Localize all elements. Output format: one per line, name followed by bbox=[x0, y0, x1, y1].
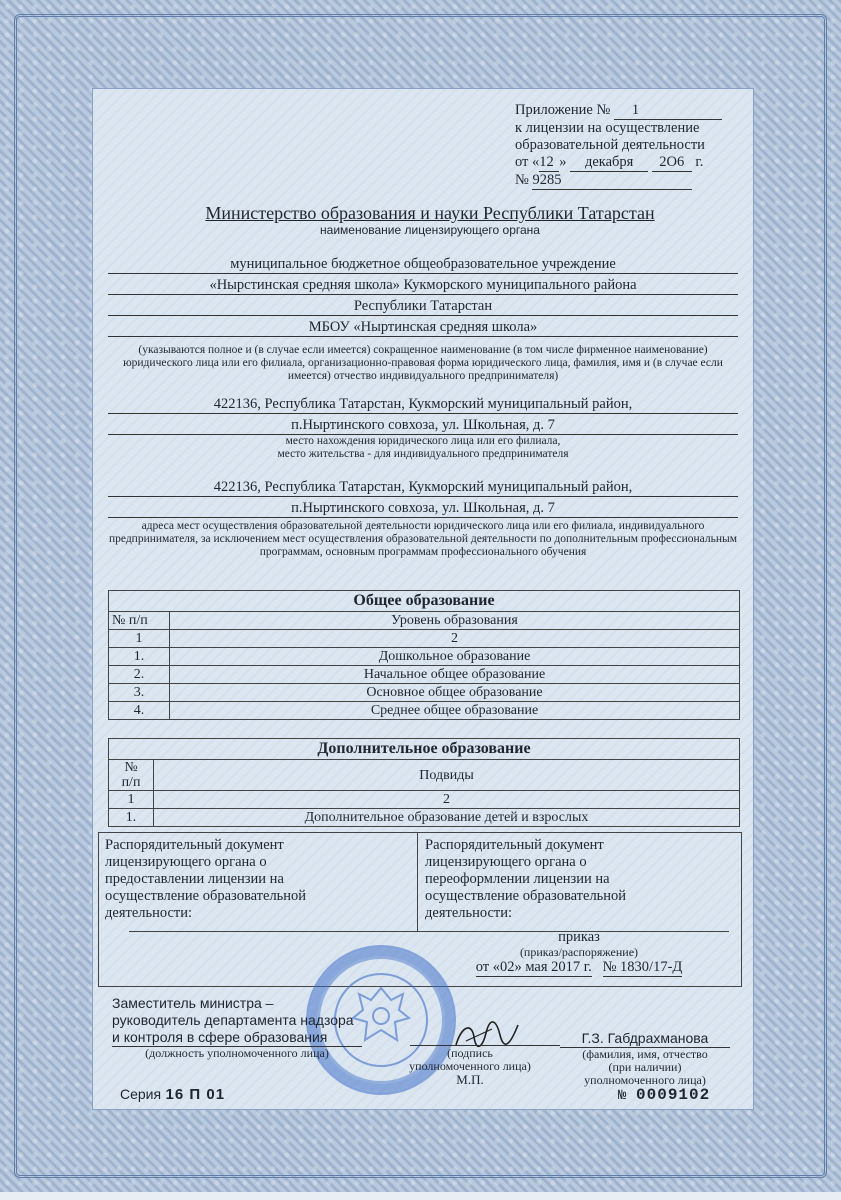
general-education-title: Общее образование bbox=[109, 591, 740, 612]
table-row bbox=[109, 809, 740, 827]
table-index-row bbox=[109, 630, 740, 648]
order-type: приказ bbox=[558, 929, 600, 945]
form-number-value: 0009102 bbox=[636, 1086, 711, 1104]
reissue-line-4: осуществление образовательной bbox=[425, 888, 627, 904]
order-date: от «02» мая 2017 г. bbox=[475, 959, 592, 975]
form-number-label: № bbox=[618, 1088, 627, 1104]
row-num: 1. bbox=[109, 809, 154, 827]
grant-document bbox=[105, 837, 411, 922]
order-number: № 1830/17-Д bbox=[602, 959, 683, 975]
activity-address-line-2: п.Ныртинского совхоза, ул. Школьная, д. 7 bbox=[108, 500, 738, 518]
position-line-3: и контроля в сфере образования bbox=[112, 1029, 362, 1047]
reissue-line-2: лицензирующего органа о bbox=[425, 854, 587, 870]
authority-caption: наименование лицензирующего органа bbox=[320, 223, 540, 237]
grant-line-2: лицензирующего органа о bbox=[105, 854, 267, 870]
grant-line-4: осуществление образовательной bbox=[105, 888, 307, 904]
appendix-date-year: 2О6 bbox=[652, 154, 692, 172]
additional-col-num bbox=[109, 760, 154, 791]
official-name-block bbox=[560, 1030, 730, 1087]
position-line-2: руководитель департамента надзора bbox=[112, 1012, 354, 1028]
row-level: Начальное общее образование bbox=[170, 666, 740, 684]
location-caption-2: место жительства - для индивидуального предпринимателя bbox=[277, 448, 569, 460]
reissue-line-5: деятельности: bbox=[425, 905, 513, 921]
table-row bbox=[109, 648, 740, 666]
activity-address-block bbox=[108, 479, 738, 559]
documents-divider bbox=[417, 833, 418, 931]
row-num: 4. bbox=[109, 702, 170, 720]
location-line-1: 422136, Республика Татарстан, Кукморский муниципальный район, bbox=[108, 396, 738, 414]
additional-index-sub: 2 bbox=[154, 791, 740, 809]
table-row bbox=[109, 684, 740, 702]
appendix-date-day: 12 bbox=[539, 154, 559, 172]
col-num-line-2: п/п bbox=[121, 775, 141, 790]
row-num: 3. bbox=[109, 684, 170, 702]
table-index-row bbox=[109, 791, 740, 809]
general-index-num: 1 bbox=[109, 630, 170, 648]
appendix-number-label: № bbox=[515, 172, 529, 188]
additional-education-table bbox=[108, 738, 740, 827]
order-type-caption: (приказ/распоряжение) bbox=[519, 945, 639, 959]
appendix-date-suffix: г. bbox=[695, 154, 704, 170]
appendix-block bbox=[515, 102, 745, 190]
form-series bbox=[120, 1086, 225, 1104]
grant-line-3: предоставлении лицензии на bbox=[105, 871, 284, 887]
licensee-short-name: МБОУ «Ныртинская средняя школа» bbox=[108, 319, 738, 337]
signature-caption-2: уполномоченного лица) bbox=[409, 1059, 531, 1073]
licensee-caption: (указываются полное и (в случае если имеется) сокращенное наименование (в том числе фирменное наименование) юридического лица или его филиала, организационно-правовая форма юридического лица, фамилия, имя и (в случае если имеется) отчество индивидуального предпринимателя) bbox=[123, 344, 723, 382]
appendix-label: Приложение № bbox=[515, 102, 611, 118]
form-number bbox=[618, 1086, 710, 1104]
table-row bbox=[109, 702, 740, 720]
general-col-level: Уровень образования bbox=[170, 612, 740, 630]
row-level: Среднее общее образование bbox=[170, 702, 740, 720]
row-num: 1. bbox=[109, 648, 170, 666]
additional-education-title: Дополнительное образование bbox=[109, 739, 740, 760]
reissue-line-1: Распорядительный документ bbox=[425, 837, 604, 853]
appendix-to-license-1: к лицензии на осуществление bbox=[515, 120, 700, 136]
table-header-row bbox=[109, 760, 740, 791]
series-label: Серия bbox=[120, 1086, 162, 1102]
general-education-table bbox=[108, 590, 740, 720]
row-level: Дошкольное образование bbox=[170, 648, 740, 666]
row-num: 2. bbox=[109, 666, 170, 684]
grant-line-1: Распорядительный документ bbox=[105, 837, 284, 853]
name-caption-2: (при наличии) bbox=[608, 1060, 682, 1074]
authority-name: Министерство образования и науки Республики Татарстан bbox=[205, 203, 655, 223]
activity-address-line-1: 422136, Республика Татарстан, Кукморский муниципальный район, bbox=[108, 479, 738, 497]
row-sub: Дополнительное образование детей и взрослых bbox=[154, 809, 740, 827]
appendix-license-number: 9285 bbox=[532, 172, 692, 190]
stamp-place: М.П. bbox=[456, 1072, 484, 1087]
official-name: Г.З. Габдрахманова bbox=[560, 1030, 730, 1048]
grant-line-5: деятельности: bbox=[105, 905, 193, 921]
additional-index-num: 1 bbox=[109, 791, 154, 809]
licensee-line-1: муниципальное бюджетное общеобразовательное учреждение bbox=[108, 256, 738, 274]
appendix-date-month: декабря bbox=[570, 154, 648, 172]
general-col-num: № п/п bbox=[109, 612, 170, 630]
licensee-line-3: Республики Татарстан bbox=[108, 298, 738, 316]
name-caption-1: (фамилия, имя, отчество bbox=[582, 1047, 708, 1061]
reissue-line-3: переоформлении лицензии на bbox=[425, 871, 610, 887]
name-caption-3: уполномоченного лица) bbox=[584, 1073, 706, 1087]
licensee-block bbox=[108, 256, 738, 383]
appendix-number: 1 bbox=[614, 102, 722, 120]
table-row bbox=[109, 666, 740, 684]
reissue-document bbox=[425, 837, 735, 922]
position-line-1: Заместитель министра – bbox=[112, 995, 274, 1011]
additional-col-sub: Подвиды bbox=[154, 760, 740, 791]
table-header-row bbox=[109, 612, 740, 630]
location-caption-1: место нахождения юридического лица или его филиала, bbox=[285, 435, 561, 447]
position-caption: (должность уполномоченного лица) bbox=[145, 1046, 329, 1060]
location-block bbox=[108, 396, 738, 461]
signature-caption bbox=[390, 1047, 550, 1086]
series-value: 16 П 01 bbox=[165, 1086, 226, 1103]
official-position bbox=[112, 995, 382, 1060]
appendix-date-mid: » bbox=[559, 154, 567, 170]
appendix-to-license-2: образовательной деятельности bbox=[515, 137, 705, 153]
signature-caption-1: (подпись bbox=[447, 1046, 493, 1060]
location-line-2: п.Ныртинского совхоза, ул. Школьная, д. 7 bbox=[108, 417, 738, 435]
activity-address-caption: адреса мест осуществления образовательной деятельности юридического лица или его филиала, индивидуального предпринимателя, за исключением мест осуществления образовательной деятельности по дополнительным профессиональным программам, основным программам профессионального обучения bbox=[108, 520, 738, 558]
col-num-line-1: № bbox=[124, 760, 138, 775]
licensee-line-2: «Нырстинская средняя школа» Кукморского муниципального района bbox=[108, 277, 738, 295]
appendix-date-prefix: от « bbox=[515, 154, 540, 170]
row-level: Основное общее образование bbox=[170, 684, 740, 702]
general-index-level: 2 bbox=[170, 630, 740, 648]
